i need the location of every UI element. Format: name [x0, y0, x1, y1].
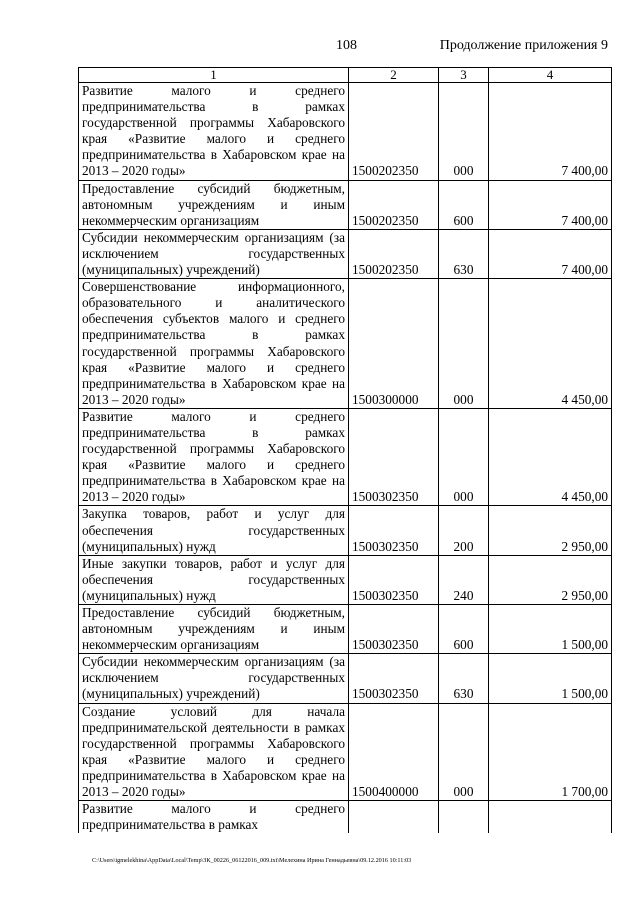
row-kvr: 630	[439, 654, 489, 703]
row-kvr: 240	[439, 555, 489, 604]
table-row	[79, 654, 612, 703]
row-name: Иные закупки товаров, работ и услуг для обеспечения государственных (муниципальных) нужд	[79, 555, 349, 604]
row-kvr	[439, 801, 489, 834]
row-kvr: 000	[439, 279, 489, 409]
row-amount: 7 400,00	[489, 83, 612, 181]
table-row	[79, 279, 612, 409]
table-row	[79, 801, 612, 834]
row-name: Развитие малого и среднего предпринимательства в рамках государственной программы Хабаровского края «Развитие малого и среднего предпринимательства в Хабаровском крае на 2013 – 2020 годы»	[79, 83, 349, 181]
row-amount: 4 450,00	[489, 408, 612, 506]
table-row	[79, 408, 612, 506]
row-name: Предоставление субсидий бюджетным, автономным учреждениям и иным некоммерческим организациям	[79, 180, 349, 229]
row-amount: 1 700,00	[489, 703, 612, 801]
column-number: 1	[79, 68, 349, 83]
row-name: Развитие малого и среднего предпринимательства в рамках	[79, 801, 349, 834]
row-kvr: 600	[439, 180, 489, 229]
row-name: Создание условий для начала предпринимательской деятельности в рамках государственной программы Хабаровского края «Развитие малого и среднего предпринимательства в Хабаровском крае на 2013 – 2020 годы»	[79, 703, 349, 801]
row-amount: 2 950,00	[489, 506, 612, 555]
row-name: Совершенствование информационного, образовательного и аналитического обеспечения субъектов малого и среднего предпринимательства в рамках государственной программы Хабаровского края «Развитие малого и среднего предпринимательства в Хабаровском крае на 2013 – 2020 годы»	[79, 279, 349, 409]
row-amount: 2 950,00	[489, 555, 612, 604]
row-kvr: 200	[439, 506, 489, 555]
row-name: Развитие малого и среднего предпринимательства в рамках государственной программы Хабаровского края «Развитие малого и среднего предпринимательства в Хабаровском крае на 2013 – 2020 годы»	[79, 408, 349, 506]
row-amount: 7 400,00	[489, 229, 612, 278]
row-code: 1500302350	[349, 654, 439, 703]
row-kvr: 000	[439, 408, 489, 506]
row-code: 1500302350	[349, 555, 439, 604]
row-code: 1500202350	[349, 180, 439, 229]
row-kvr: 000	[439, 83, 489, 181]
row-kvr: 000	[439, 703, 489, 801]
table-row	[79, 506, 612, 555]
row-name: Предоставление субсидий бюджетным, автономным учреждениям и иным некоммерческим организациям	[79, 605, 349, 654]
row-amount	[489, 801, 612, 834]
row-name: Закупка товаров, работ и услуг для обеспечения государственных (муниципальных) нужд	[79, 506, 349, 555]
row-code: 1500302350	[349, 506, 439, 555]
page-number: 108	[336, 38, 357, 53]
column-number: 2	[349, 68, 439, 83]
row-name: Субсидии некоммерческим организациям (за исключением государственных (муниципальных) учреждений)	[79, 229, 349, 278]
column-number-row	[79, 68, 612, 83]
footer-file-path: C:\Users\igmelekhina\AppData\Local\Temp\ЗК_00226_06122016_009.txt\Мелехина Ирина Геннадьевна\09.12.2016 10:11:03	[92, 857, 412, 864]
row-code: 1500302350	[349, 605, 439, 654]
table-row	[79, 229, 612, 278]
row-code: 1500302350	[349, 408, 439, 506]
table-row	[79, 703, 612, 801]
row-amount: 4 450,00	[489, 279, 612, 409]
row-code: 1500400000	[349, 703, 439, 801]
row-amount: 1 500,00	[489, 605, 612, 654]
row-kvr: 630	[439, 229, 489, 278]
row-code: 1500202350	[349, 229, 439, 278]
row-kvr: 600	[439, 605, 489, 654]
row-code: 1500202350	[349, 83, 439, 181]
budget-table	[78, 67, 612, 833]
row-amount: 7 400,00	[489, 180, 612, 229]
row-name: Субсидии некоммерческим организациям (за исключением государственных (муниципальных) учреждений)	[79, 654, 349, 703]
row-code: 1500300000	[349, 279, 439, 409]
column-number: 3	[439, 68, 489, 83]
row-amount: 1 500,00	[489, 654, 612, 703]
table-row	[79, 605, 612, 654]
row-code	[349, 801, 439, 834]
table-row	[79, 83, 612, 181]
column-number: 4	[489, 68, 612, 83]
table-row	[79, 180, 612, 229]
appendix-label: Продолжение приложения 9	[439, 38, 608, 53]
table-row	[79, 555, 612, 604]
